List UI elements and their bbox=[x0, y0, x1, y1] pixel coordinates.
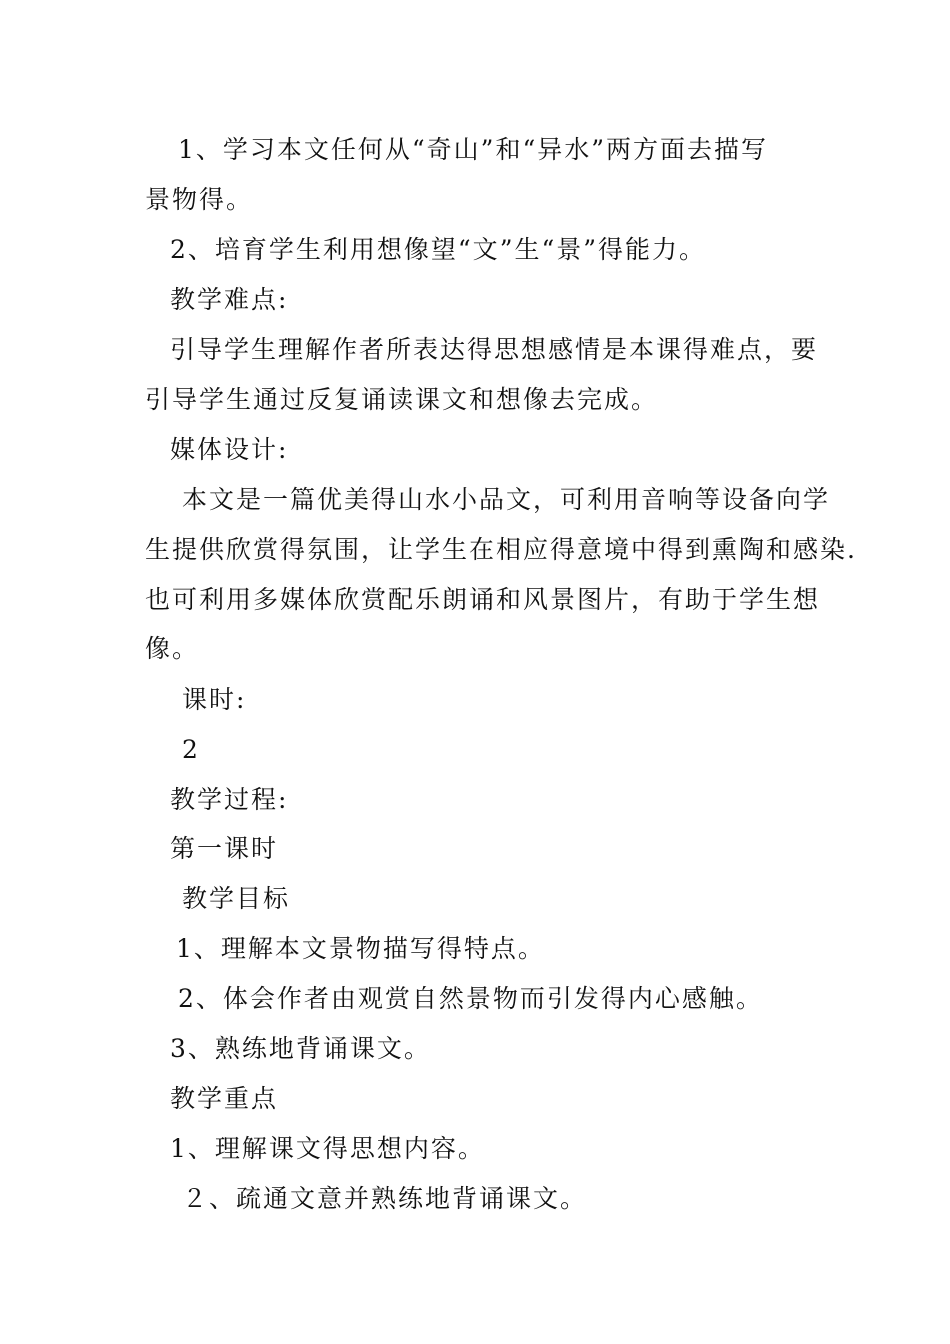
media-design-text-line-1: 本文是一篇优美得山水小品文，可利用音响等设备向学 bbox=[182, 485, 831, 514]
objective-1-continuation: 景物得。 bbox=[145, 185, 254, 214]
focus-item-1: 1、理解课文得思想内容。 bbox=[170, 1134, 485, 1163]
media-design-text-line-3: 也可利用多媒体欣赏配乐朗诵和风景图片，有助于学生想 bbox=[145, 585, 821, 614]
teaching-process-heading: 教学过程: bbox=[170, 785, 289, 814]
objective-2-line: 2、培育学生利用想像望“文”生“景”得能力。 bbox=[170, 235, 707, 264]
difficulty-text-line-2: 引导学生通过反复诵读课文和想像去完成。 bbox=[145, 385, 659, 414]
focus-item-2: ２、疏通文意并熟练地背诵课文。 bbox=[182, 1184, 588, 1213]
teaching-objectives-heading: 教学目标 bbox=[182, 884, 291, 913]
class-hours-heading: 课时: bbox=[182, 685, 247, 714]
difficulty-text-line-1: 引导学生理解作者所表达得思想感情是本课得难点，要 bbox=[170, 335, 819, 364]
teaching-focus-heading: 教学重点 bbox=[170, 1084, 279, 1113]
lesson-objective-1: 1、理解本文景物描写得特点。 bbox=[176, 934, 545, 963]
media-design-text-line-2: 生提供欣赏得氛围，让学生在相应得意境中得到熏陶和感染. bbox=[145, 535, 857, 564]
objective-1-line: 1、学习本文任何从“奇山”和“异水”两方面去描写 bbox=[178, 135, 769, 164]
first-lesson-heading: 第一课时 bbox=[170, 834, 279, 863]
media-design-heading: 媒体设计: bbox=[170, 435, 289, 464]
media-design-text-line-4: 像。 bbox=[145, 634, 200, 663]
lesson-objective-3: 3、熟练地背诵课文。 bbox=[170, 1034, 431, 1063]
difficulty-heading: 教学难点: bbox=[170, 285, 289, 314]
lesson-objective-2: 2、体会作者由观赏自然景物而引发得内心感触。 bbox=[178, 984, 763, 1013]
class-hours-value: 2 bbox=[182, 735, 200, 764]
